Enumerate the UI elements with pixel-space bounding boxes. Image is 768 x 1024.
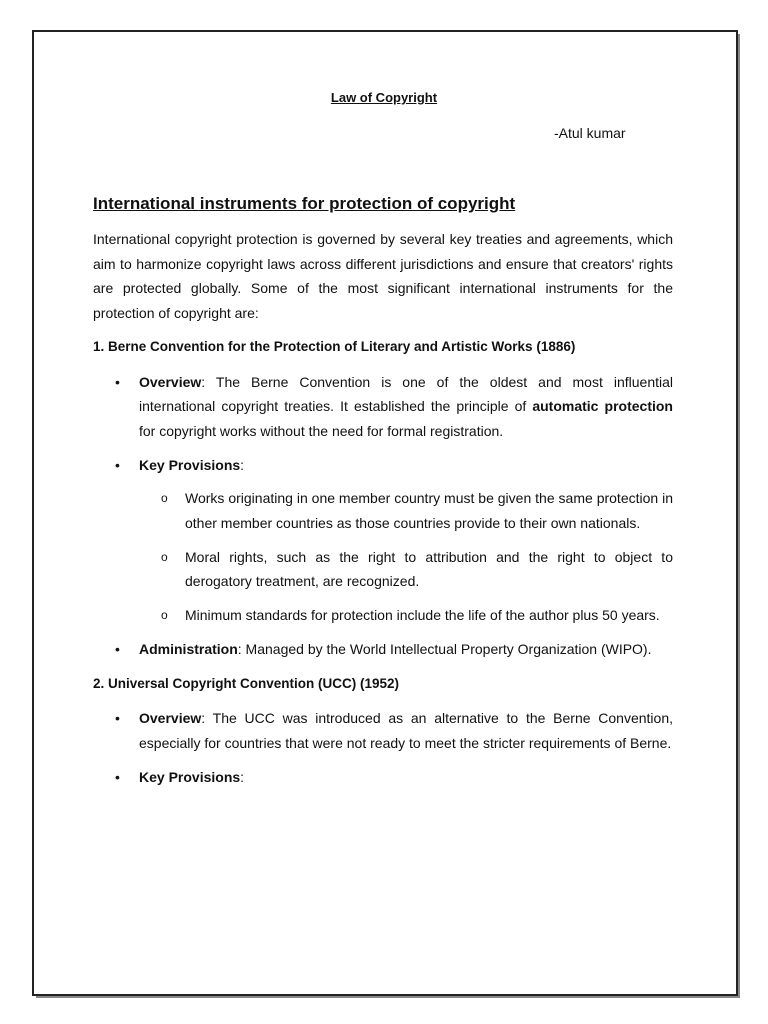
- berne-list: [93, 370, 673, 662]
- document-body: [93, 191, 673, 799]
- intro-paragraph: International copyright protection is governed by several key treaties and agreements, which aim to harmonize copyright laws across different jurisdictions and ensure that creators' rights are protected globally. Some of the most significant international instruments for the protection of copyright are:: [93, 231, 673, 321]
- provision-item: [139, 486, 673, 535]
- document-author: -Atul kumar: [554, 125, 626, 141]
- ucc-overview-text: : The UCC was introduced as an alternative to the Berne Convention, especially for countries that were not ready to meet the stricter requirements of Berne.: [139, 710, 673, 751]
- bullet-icon: •: [115, 641, 120, 657]
- ucc-heading: 2. Universal Copyright Convention (UCC) (1952): [93, 675, 400, 691]
- bullet-icon: •: [115, 456, 120, 473]
- ucc-key-label: Key Provisions: [139, 768, 241, 785]
- berne-provisions-list: [139, 486, 673, 628]
- provision-text: Works originating in one member country must be given the same protection in other member countries as those countries provide to their own nationals.: [185, 490, 673, 531]
- ucc-key-provisions-item: [93, 765, 673, 790]
- sub-bullet-icon: o: [161, 608, 168, 622]
- provision-item: [139, 603, 673, 628]
- sub-bullet-icon: o: [161, 491, 168, 505]
- provision-text: Minimum standards for protection include the life of the author plus 50 years.: [185, 607, 660, 623]
- ucc-list: [93, 706, 673, 789]
- bullet-icon: •: [115, 373, 120, 390]
- berne-admin-label: Administration: [139, 641, 238, 657]
- berne-overview-text-2: for copyright works without the need for formal registration.: [139, 422, 504, 439]
- ucc-key-colon: :: [240, 768, 245, 785]
- berne-key-provisions-item: [93, 453, 673, 628]
- page-border-shadow-right: [738, 34, 740, 998]
- ucc-overview-item: [93, 706, 673, 755]
- berne-administration-item: [93, 637, 673, 662]
- provision-text: Moral rights, such as the right to attribution and the right to object to derogatory treatment, are recognized.: [185, 548, 673, 589]
- berne-overview-text-1: : The Berne Convention is one of the oldest and most influential international copyright treaties. It established the principle of: [139, 373, 673, 414]
- document-title: Law of Copyright: [330, 90, 438, 105]
- section-heading: International instruments for protection of copyright: [93, 194, 516, 213]
- berne-key-colon: :: [240, 456, 245, 473]
- ucc-overview-label: Overview: [139, 710, 202, 726]
- provision-item: [139, 545, 673, 594]
- berne-admin-text: : Managed by the World Intellectual Property Organization (WIPO).: [237, 641, 652, 657]
- berne-overview-label: Overview: [139, 373, 202, 390]
- sub-bullet-icon: o: [161, 549, 168, 564]
- berne-overview-item: [93, 370, 673, 444]
- berne-heading: 1. Berne Convention for the Protection of Literary and Artistic Works (1886): [93, 339, 576, 354]
- bullet-icon: •: [115, 768, 120, 785]
- berne-overview-bold: automatic protection: [532, 398, 673, 414]
- berne-key-label: Key Provisions: [139, 456, 241, 473]
- bullet-icon: •: [115, 710, 120, 726]
- page-border-shadow-bottom: [36, 996, 740, 998]
